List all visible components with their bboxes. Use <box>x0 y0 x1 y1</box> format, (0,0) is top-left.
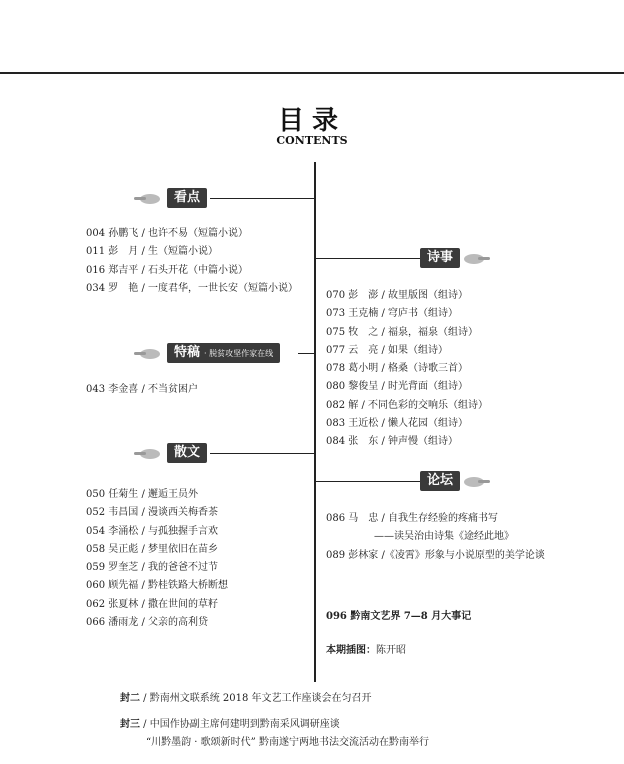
list-item[interactable]: 050 任菊生 / 邂逅王员外 <box>86 489 198 500</box>
list-item[interactable]: 089 彭林家 /《凌霄》形象与小说原型的美学论谈 <box>326 549 545 561</box>
list-item[interactable]: 052 韦昌国 / 漫谈西关梅香茶 <box>86 507 218 519</box>
list-item[interactable]: 083 王近松 / 懒人花园（组诗） <box>326 418 468 430</box>
illustration-label: 本期插图： <box>326 645 376 656</box>
page-subtitle: CONTENTS <box>276 134 348 147</box>
illustration-name: 陈开昭 <box>376 645 406 656</box>
cover3-line2: “川黔墨韵 · 歌颂新时代” 黔南遂宁两地书法交流活动在黔南举行 <box>146 737 429 748</box>
list-luntan <box>326 510 545 565</box>
cover2-label: 封二 <box>120 693 140 704</box>
section-label-sanwen: 散文 <box>167 443 207 463</box>
list-item[interactable]: 070 彭 澎 / 故里版图（组诗） <box>326 290 468 301</box>
header-rule <box>0 72 624 74</box>
list-item[interactable]: 054 李涌松 / 与孤独握手言欢 <box>86 525 218 537</box>
section-label-tegao-text: 特稿 <box>174 345 201 360</box>
section-connector-sanwen <box>210 453 314 454</box>
list-item[interactable]: 062 张夏林 / 撒在世间的草籽 <box>86 598 218 610</box>
list-shishi <box>326 287 488 452</box>
list-item[interactable]: 073 王克楠 / 穹庐书（组诗） <box>326 308 458 320</box>
list-item[interactable]: 011 彭 月 / 生（短篇小说） <box>86 246 218 258</box>
section-label-shishi: 诗事 <box>420 248 460 268</box>
cover3-label: 封三 <box>120 719 140 730</box>
pointing-hand-icon <box>132 192 162 206</box>
list-kandian <box>86 225 298 298</box>
pointing-hand-icon <box>132 447 162 461</box>
list-item[interactable]: 004 孙鹏飞 / 也许不易（短篇小说） <box>86 228 248 239</box>
section-label-kandian: 看点 <box>167 188 207 208</box>
list-item[interactable]: 058 吴正彪 / 梦里依旧在苗乡 <box>86 543 218 555</box>
center-divider <box>314 162 316 682</box>
section-connector-luntan <box>316 481 420 482</box>
pointing-hand-icon <box>462 475 492 489</box>
section-sublabel-tegao: · 脱贫攻坚作家在线 <box>204 349 274 358</box>
list-item[interactable]: 043 李金喜 / 不当贫困户 <box>86 384 198 395</box>
list-item[interactable]: 078 葛小明 / 格桑（诗歌三首） <box>326 363 468 375</box>
list-tegao <box>86 381 198 399</box>
pointing-hand-icon <box>462 252 492 266</box>
list-item[interactable]: 080 黎俊呈 / 时光背面（组诗） <box>326 381 468 393</box>
section-label-tegao <box>167 343 280 363</box>
cover2-text: / 黔南州文联系统 2018 年文艺工作座谈会在匀召开 <box>140 693 372 704</box>
list-item[interactable]: 059 罗奎芝 / 我的爸爸不过节 <box>86 562 218 574</box>
list-item[interactable]: 060 顾先福 / 黔桂铁路大桥断想 <box>86 580 228 592</box>
list-sanwen <box>86 486 228 632</box>
list-item[interactable]: 034 罗 艳 / 一度君华，一世长安（短篇小说） <box>86 282 298 294</box>
list-item[interactable]: 075 牧 之 / 福泉，福泉（组诗） <box>326 326 478 338</box>
events-entry[interactable]: 096 黔南文艺界 7—8 月大事记 <box>326 611 472 622</box>
list-item[interactable]: 077 云 亮 / 如果（组诗） <box>326 344 448 356</box>
list-item-subtitle: ——读吴治由诗集《途经此地》 <box>374 531 514 543</box>
list-item[interactable]: 082 解 / 不同色彩的交响乐（组诗） <box>326 399 488 411</box>
cover3-text: / 中国作协副主席何建明到黔南采风调研座谈 <box>140 719 340 730</box>
pointing-hand-icon <box>132 347 162 361</box>
page-title: 目录 <box>277 106 346 136</box>
illustration-credit <box>326 641 406 656</box>
cover3-note <box>120 716 429 752</box>
cover2-note <box>120 690 372 708</box>
section-connector-kandian <box>210 198 314 199</box>
list-item[interactable]: 016 郑吉平 / 石头开花（中篇小说） <box>86 264 248 276</box>
section-connector-shishi <box>316 258 420 259</box>
section-connector-tegao <box>298 353 314 354</box>
list-item[interactable]: 084 张 东 / 钟声慢（组诗） <box>326 436 458 448</box>
list-item[interactable]: 086 马 忠 / 自我生存经验的疼痛书写 <box>326 513 498 524</box>
section-label-luntan: 论坛 <box>420 471 460 491</box>
list-item[interactable]: 066 潘雨龙 / 父亲的高利贷 <box>86 617 208 629</box>
